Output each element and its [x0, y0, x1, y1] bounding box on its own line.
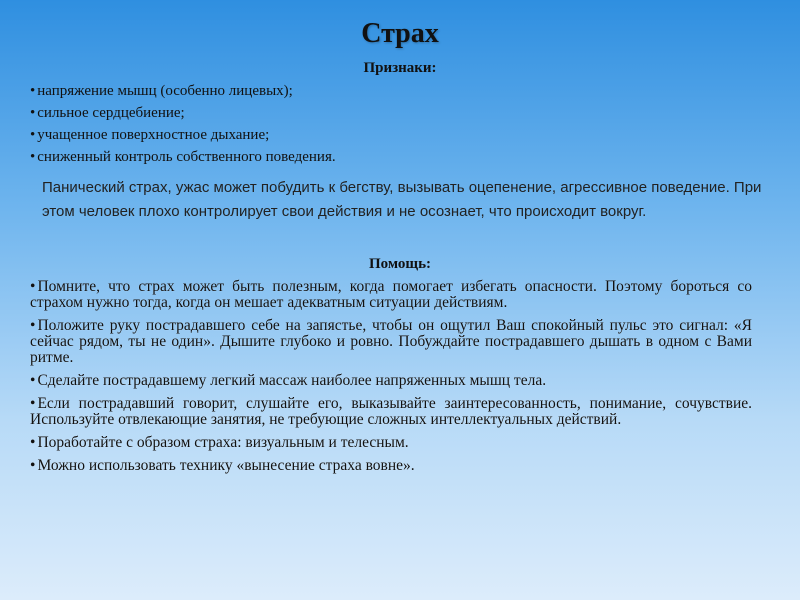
help-text: Можно использовать технику «вынесение страха вовне».	[37, 457, 415, 474]
sign-text: напряжение мышц (особенно лицевых);	[37, 83, 293, 99]
sign-text: сильное сердцебиение;	[37, 105, 185, 121]
help-text: Если пострадавший говорит, слушайте его, выказывайте заинтересованность, понимание, сочувствие. Используйте отвлекающие занятия, не требующие сложных интеллектуальных действий.	[30, 395, 752, 428]
list-item	[30, 373, 752, 389]
help-text: Поработайте с образом страха: визуальным и телесным.	[37, 434, 409, 451]
list-item	[30, 435, 752, 451]
list-item	[30, 102, 770, 124]
panic-paragraph: Панический страх, ужас может побудить к бегству, вызывать оцепенение, агрессивное поведение. При этом человек плохо контролирует свои действия и не осознает, что происходит вокруг.	[42, 179, 762, 220]
list-item	[30, 318, 752, 366]
signs-heading: Признаки:	[363, 60, 437, 76]
list-item	[30, 80, 770, 102]
help-text: Сделайте пострадавшему легкий массаж наиболее напряженных мышц тела.	[37, 372, 547, 389]
sign-text: сниженный контроль собственного поведения.	[37, 149, 336, 165]
help-text: Положите руку пострадавшего себе на запястье, чтобы он ощутил Ваш спокойный пульс это сигнал: «Я сейчас рядом, ты не один». Дышите глубоко и ровно. Побуждайте пострадавшего дышать в одном с Вами ритме.	[30, 317, 752, 366]
list-item	[30, 146, 770, 168]
help-text: Помните, что страх может быть полезным, когда помогает избегать опасности. Поэтому бороться со страхом нужно тогда, когда он мешает адекватным ситуации действиям.	[30, 278, 752, 311]
list-item	[30, 124, 770, 146]
slide-title: Страх	[361, 18, 439, 49]
signs-list	[30, 80, 770, 168]
sign-text: учащенное поверхностное дыхание;	[37, 127, 270, 143]
list-item	[30, 396, 752, 428]
list-item	[30, 279, 752, 311]
list-item	[30, 458, 752, 474]
help-list	[30, 279, 752, 481]
help-heading: Помощь:	[369, 256, 431, 272]
